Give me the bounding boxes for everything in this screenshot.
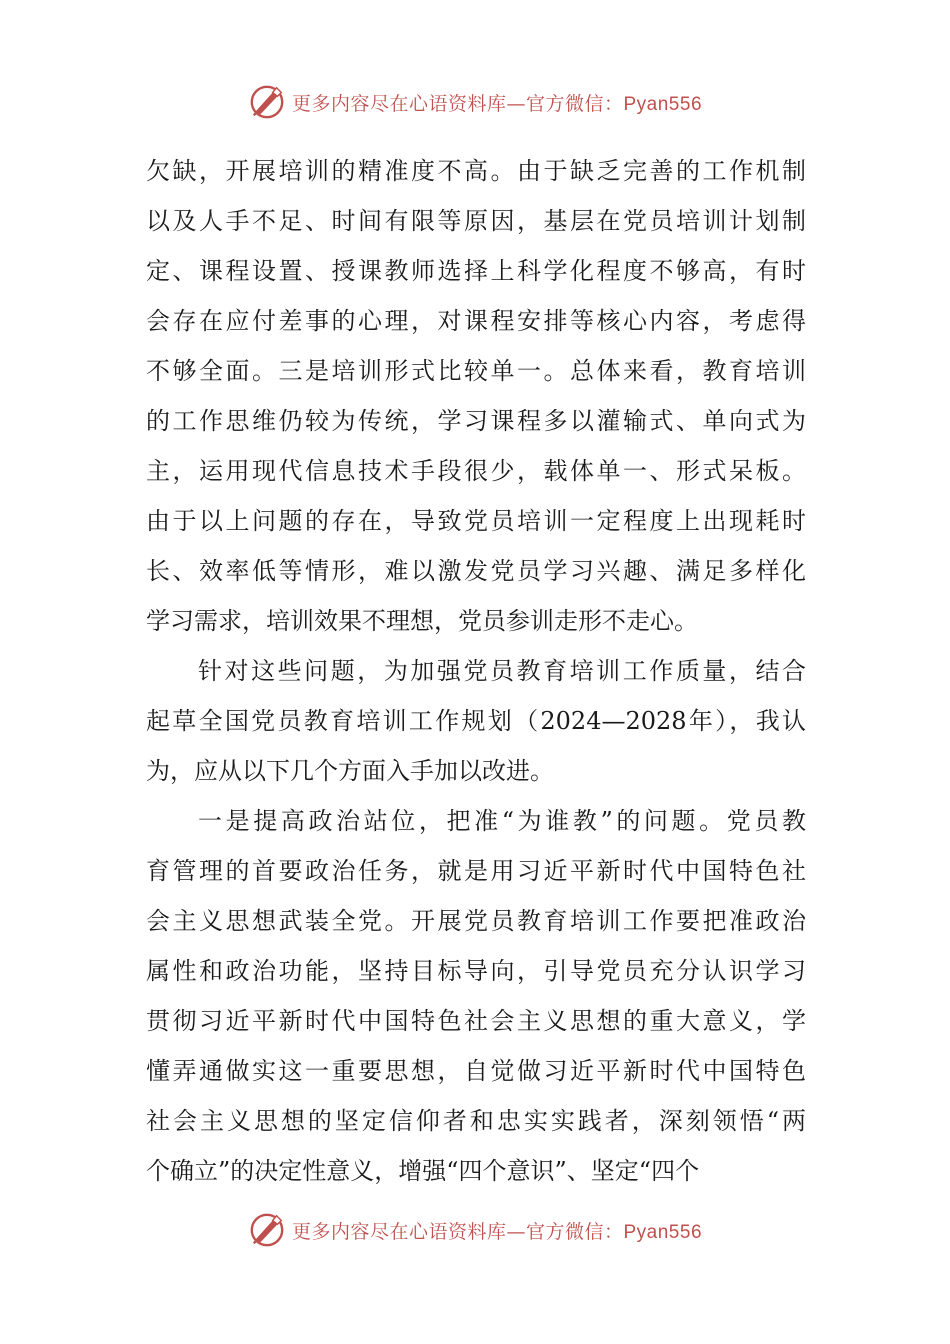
text-line: 定、课程设置、授课教师选择上科学化程度不够高，有时 xyxy=(146,257,806,285)
text-line: 懂弄通做实这一重要思想，自觉做习近平新时代中国特色 xyxy=(146,1057,806,1085)
wechat-id: Pyan556 xyxy=(623,93,703,115)
watermark-text: 更多内容尽在心语资料库—官方微信：Pyan556 xyxy=(291,1220,703,1243)
text-line: 贯彻习近平新时代中国特色社会主义思想的重大意义，学 xyxy=(146,1007,806,1035)
text-line: 个确立”的决定性意义，增强“四个意识”、坚定“四个 xyxy=(146,1157,700,1185)
wechat-id: Pyan556 xyxy=(623,1221,703,1243)
header-watermark xyxy=(0,80,950,124)
text-line: 由于以上问题的存在，导致党员培训一定程度上出现耗时 xyxy=(146,507,806,535)
text-line: 社会主义思想的坚定信仰者和忠实实践者，深刻领悟“两 xyxy=(146,1107,806,1135)
text-line: 主，运用现代信息技术手段很少，载体单一、形式呆板。 xyxy=(146,457,806,485)
text-line: 以及人手不足、时间有限等原因，基层在党员培训计划制 xyxy=(146,207,806,235)
text-line: 学习需求，培训效果不理想，党员参训走形不走心。 xyxy=(146,607,698,635)
paragraph xyxy=(146,796,806,1196)
text-line: 针对这些问题，为加强党员教育培训工作质量，结合 xyxy=(198,657,806,685)
text-line: 一是提高政治站位，把准“为谁教”的问题。党员教 xyxy=(198,807,806,835)
document-body xyxy=(146,146,806,1196)
pen-nib-logo-icon xyxy=(248,83,286,121)
text-line: 会存在应付差事的心理，对课程安排等核心内容，考虑得 xyxy=(146,307,806,335)
text-line: 育管理的首要政治任务，就是用习近平新时代中国特色社 xyxy=(146,857,806,885)
pen-nib-logo-icon xyxy=(248,1211,286,1249)
text-line: 欠缺，开展培训的精准度不高。由于缺乏完善的工作机制 xyxy=(146,157,806,185)
text-line: 起草全国党员教育培训工作规划（2024—2028年），我认 xyxy=(146,707,806,735)
text-line: 不够全面。三是培训形式比较单一。总体来看，教育培训 xyxy=(146,357,806,385)
text-line: 的工作思维仍较为传统，学习课程多以灌输式、单向式为 xyxy=(146,407,806,435)
footer-watermark xyxy=(0,1208,950,1252)
text-line: 会主义思想武装全党。开展党员教育培训工作要把准政治 xyxy=(146,907,806,935)
paragraph xyxy=(146,646,806,796)
text-line: 属性和政治功能，坚持目标导向，引导党员充分认识学习 xyxy=(146,957,806,985)
text-line: 长、效率低等情形，难以激发党员学习兴趣、满足多样化 xyxy=(146,557,806,585)
watermark-text: 更多内容尽在心语资料库—官方微信：Pyan556 xyxy=(291,92,703,115)
text-line: 为，应从以下几个方面入手加以改进。 xyxy=(146,757,554,785)
paragraph xyxy=(146,146,806,646)
